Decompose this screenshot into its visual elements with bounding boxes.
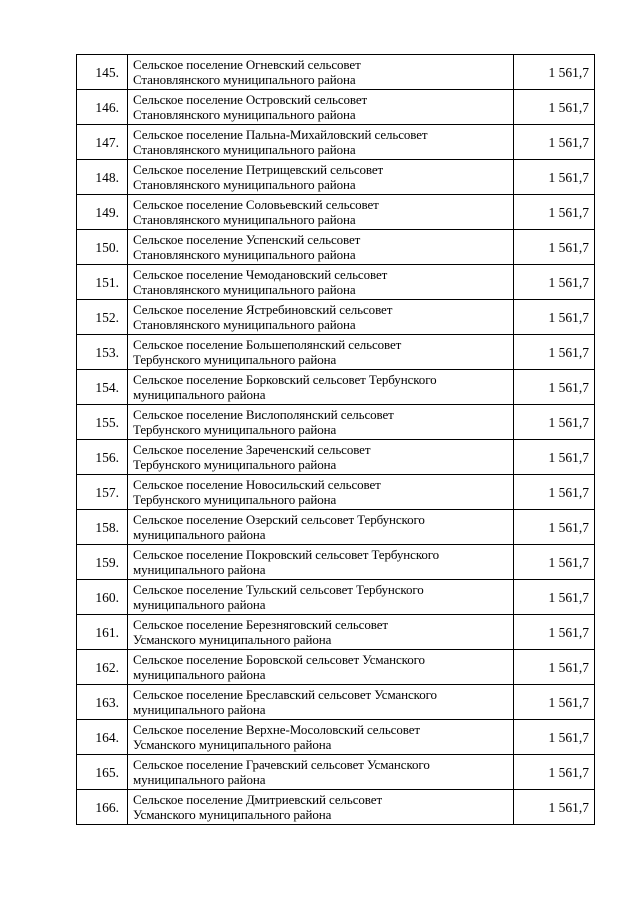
settlement-name-line-2: муниципального района	[133, 527, 266, 542]
row-number: 155.	[77, 405, 128, 440]
amount-value: 1 561,7	[514, 545, 595, 580]
table-row	[77, 755, 595, 790]
settlement-name-line-1: Сельское поселение Островский сельсовет	[133, 92, 368, 107]
settlement-name	[128, 650, 514, 685]
table-row	[77, 615, 595, 650]
amount-value: 1 561,7	[514, 510, 595, 545]
table-row	[77, 510, 595, 545]
table-body	[77, 55, 595, 825]
settlement-name-line-1: Сельское поселение Верхне-Мосоловский сельсовет	[133, 722, 420, 737]
amount-value: 1 561,7	[514, 230, 595, 265]
table-row	[77, 790, 595, 825]
settlement-name-line-1: Сельское поселение Бреславский сельсовет Усманского	[133, 687, 437, 702]
row-number: 148.	[77, 160, 128, 195]
settlement-name-line-1: Сельское поселение Огневский сельсовет	[133, 57, 361, 72]
settlement-name-line-2: Усманского муниципального района	[133, 807, 332, 822]
amount-value: 1 561,7	[514, 405, 595, 440]
settlement-name	[128, 615, 514, 650]
row-number: 145.	[77, 55, 128, 90]
table-row	[77, 125, 595, 160]
settlement-name	[128, 265, 514, 300]
amount-value: 1 561,7	[514, 440, 595, 475]
amount-value: 1 561,7	[514, 335, 595, 370]
amount-value: 1 561,7	[514, 265, 595, 300]
settlement-name	[128, 475, 514, 510]
table-row	[77, 300, 595, 335]
settlement-name-line-1: Сельское поселение Вислополянский сельсовет	[133, 407, 394, 422]
amount-value: 1 561,7	[514, 55, 595, 90]
settlement-name-line-1: Сельское поселение Пальна-Михайловский сельсовет	[133, 127, 428, 142]
settlement-name	[128, 510, 514, 545]
settlement-name-line-1: Сельское поселение Соловьевский сельсовет	[133, 197, 379, 212]
table-row	[77, 720, 595, 755]
row-number: 146.	[77, 90, 128, 125]
settlement-name	[128, 195, 514, 230]
settlement-name-line-1: Сельское поселение Чемодановский сельсовет	[133, 267, 388, 282]
settlement-name-line-1: Сельское поселение Покровский сельсовет Тербунского	[133, 547, 440, 562]
amount-value: 1 561,7	[514, 90, 595, 125]
amount-value: 1 561,7	[514, 685, 595, 720]
table-row	[77, 580, 595, 615]
table-row	[77, 545, 595, 580]
table-row	[77, 685, 595, 720]
settlement-name	[128, 300, 514, 335]
settlement-name-line-1: Сельское поселение Большеполянский сельсовет	[133, 337, 402, 352]
row-number: 149.	[77, 195, 128, 230]
settlement-name-line-1: Сельское поселение Борковский сельсовет Тербунского	[133, 372, 437, 387]
row-number: 158.	[77, 510, 128, 545]
amount-value: 1 561,7	[514, 370, 595, 405]
settlement-name-line-2: Тербунского муниципального района	[133, 457, 337, 472]
settlement-name	[128, 55, 514, 90]
settlement-name-line-2: Становлянского муниципального района	[133, 212, 356, 227]
settlement-name-line-1: Сельское поселение Петрищевский сельсовет	[133, 162, 384, 177]
settlement-name	[128, 440, 514, 475]
settlement-name	[128, 755, 514, 790]
settlement-name-line-2: Становлянского муниципального района	[133, 177, 356, 192]
table-row	[77, 370, 595, 405]
settlement-name-line-1: Сельское поселение Дмитриевский сельсовет	[133, 792, 383, 807]
settlement-name-line-1: Сельское поселение Грачевский сельсовет Усманского	[133, 757, 430, 772]
settlement-name-line-1: Сельское поселение Тульский сельсовет Тербунского	[133, 582, 424, 597]
row-number: 150.	[77, 230, 128, 265]
table-row	[77, 335, 595, 370]
amount-value: 1 561,7	[514, 790, 595, 825]
settlement-name-line-1: Сельское поселение Успенский сельсовет	[133, 232, 361, 247]
row-number: 151.	[77, 265, 128, 300]
settlement-name-line-2: Тербунского муниципального района	[133, 352, 337, 367]
row-number: 152.	[77, 300, 128, 335]
amount-value: 1 561,7	[514, 720, 595, 755]
settlement-name-line-2: Становлянского муниципального района	[133, 142, 356, 157]
settlement-name	[128, 405, 514, 440]
settlement-name-line-1: Сельское поселение Боровской сельсовет Усманского	[133, 652, 425, 667]
row-number: 153.	[77, 335, 128, 370]
settlement-name-line-2: Становлянского муниципального района	[133, 72, 356, 87]
settlement-name	[128, 580, 514, 615]
table-row	[77, 160, 595, 195]
settlement-name	[128, 160, 514, 195]
table-row	[77, 265, 595, 300]
settlement-name-line-2: муниципального района	[133, 562, 266, 577]
table-row	[77, 475, 595, 510]
row-number: 157.	[77, 475, 128, 510]
settlement-name-line-2: Становлянского муниципального района	[133, 247, 356, 262]
row-number: 163.	[77, 685, 128, 720]
row-number: 166.	[77, 790, 128, 825]
settlement-name-line-2: Становлянского муниципального района	[133, 107, 356, 122]
table-row	[77, 405, 595, 440]
amount-value: 1 561,7	[514, 580, 595, 615]
settlement-name	[128, 720, 514, 755]
settlement-name-line-2: муниципального района	[133, 702, 266, 717]
row-number: 147.	[77, 125, 128, 160]
amount-value: 1 561,7	[514, 195, 595, 230]
table-row	[77, 230, 595, 265]
row-number: 154.	[77, 370, 128, 405]
table-row	[77, 90, 595, 125]
settlement-name	[128, 230, 514, 265]
table-row	[77, 440, 595, 475]
settlement-name-line-2: Тербунского муниципального района	[133, 492, 337, 507]
table-row	[77, 650, 595, 685]
settlement-name-line-1: Сельское поселение Новосильский сельсовет	[133, 477, 381, 492]
settlement-name	[128, 90, 514, 125]
settlement-name-line-2: муниципального района	[133, 597, 266, 612]
document-page	[76, 54, 594, 825]
row-number: 160.	[77, 580, 128, 615]
row-number: 161.	[77, 615, 128, 650]
settlement-name-line-1: Сельское поселение Зареченский сельсовет	[133, 442, 371, 457]
settlement-name-line-2: муниципального района	[133, 387, 266, 402]
amount-value: 1 561,7	[514, 650, 595, 685]
amount-value: 1 561,7	[514, 160, 595, 195]
row-number: 165.	[77, 755, 128, 790]
settlement-name-line-2: Становлянского муниципального района	[133, 317, 356, 332]
settlement-name-line-1: Сельское поселение Озерский сельсовет Тербунского	[133, 512, 425, 527]
settlement-name	[128, 370, 514, 405]
settlement-name-line-2: Становлянского муниципального района	[133, 282, 356, 297]
settlement-name-line-1: Сельское поселение Ястребиновский сельсовет	[133, 302, 393, 317]
amount-value: 1 561,7	[514, 475, 595, 510]
settlement-name	[128, 125, 514, 160]
settlement-name-line-2: Тербунского муниципального района	[133, 422, 337, 437]
row-number: 156.	[77, 440, 128, 475]
settlement-name	[128, 790, 514, 825]
amount-value: 1 561,7	[514, 755, 595, 790]
settlement-name-line-2: муниципального района	[133, 772, 266, 787]
row-number: 162.	[77, 650, 128, 685]
row-number: 164.	[77, 720, 128, 755]
settlement-name-line-2: Усманского муниципального района	[133, 632, 332, 647]
settlement-name	[128, 335, 514, 370]
settlement-name-line-1: Сельское поселение Березняговский сельсовет	[133, 617, 388, 632]
settlement-name	[128, 685, 514, 720]
amount-value: 1 561,7	[514, 615, 595, 650]
settlement-name-line-2: муниципального района	[133, 667, 266, 682]
table-row	[77, 55, 595, 90]
settlements-table	[76, 54, 595, 825]
row-number: 159.	[77, 545, 128, 580]
settlement-name-line-2: Усманского муниципального района	[133, 737, 332, 752]
amount-value: 1 561,7	[514, 125, 595, 160]
amount-value: 1 561,7	[514, 300, 595, 335]
settlement-name	[128, 545, 514, 580]
table-row	[77, 195, 595, 230]
